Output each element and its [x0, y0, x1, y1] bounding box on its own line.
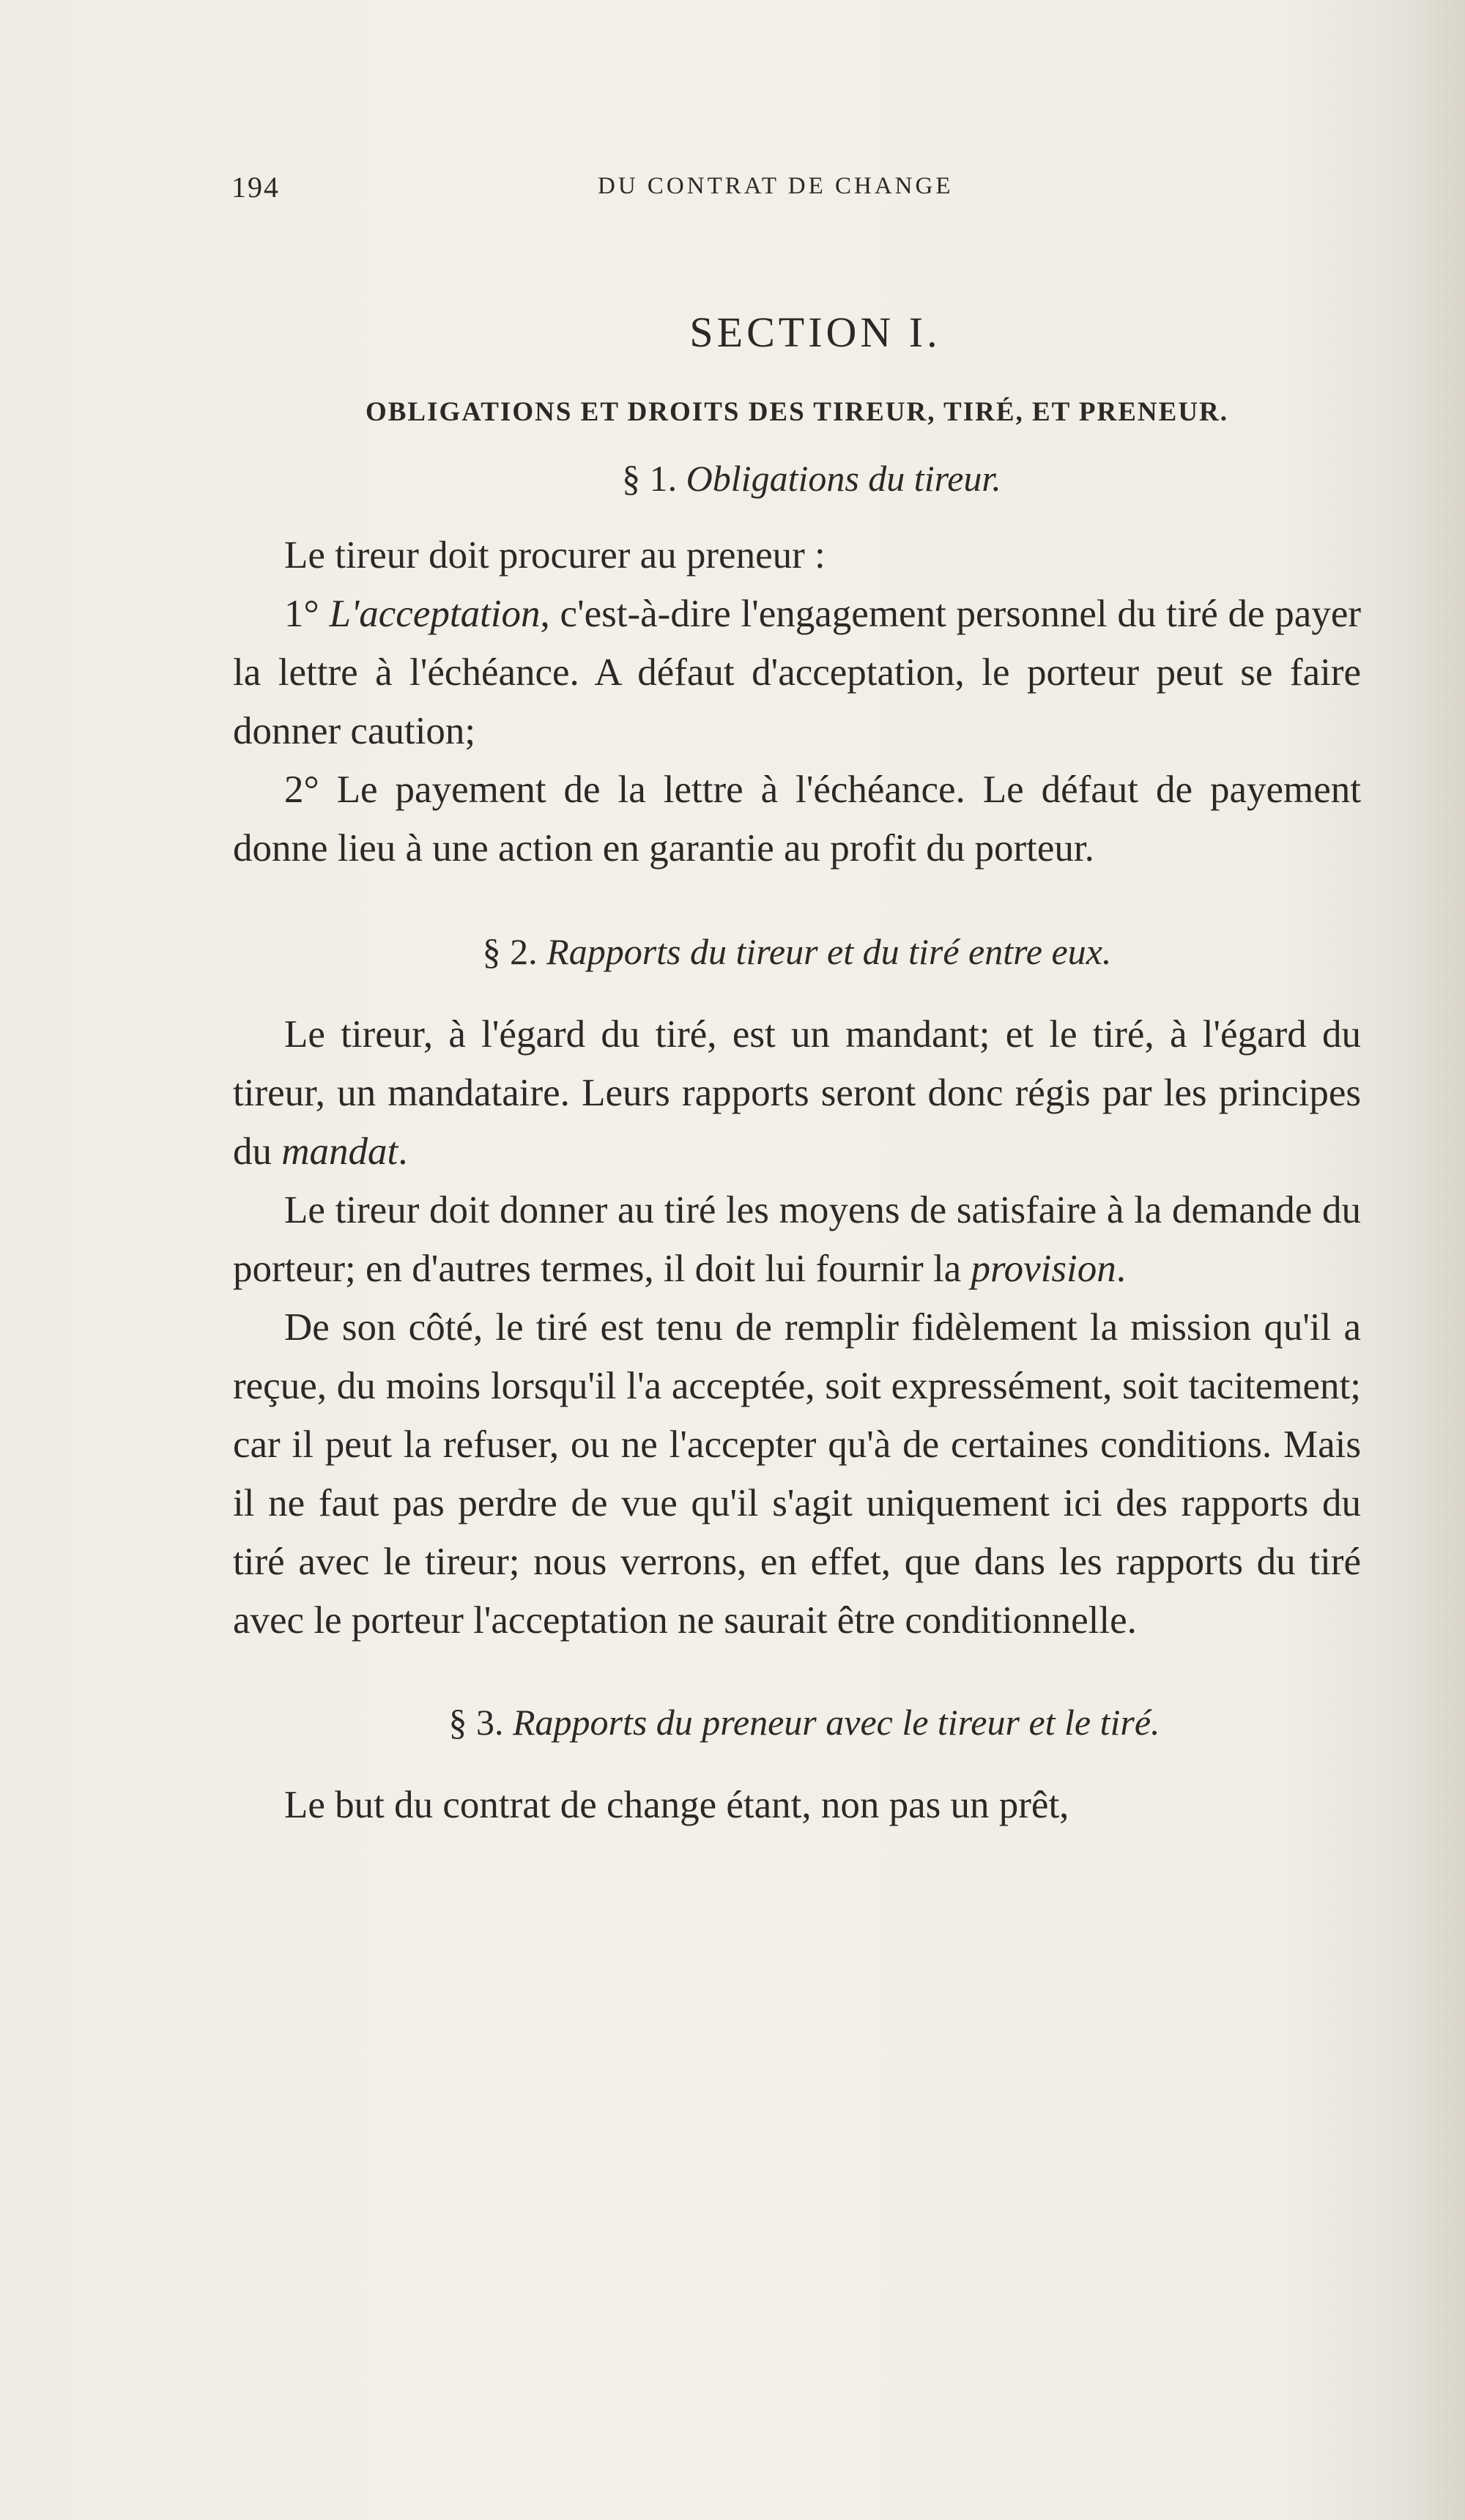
emphasized-term: L'acceptation	[329, 593, 541, 635]
body-text: Le tireur, à l'égard du tiré, est un mandant; et le tiré, à l'égard du tireur, un mandataire. Leurs rapports seront donc régis par les principes du	[233, 1013, 1361, 1173]
paragraph-title: Obligations du tireur.	[686, 458, 1001, 499]
paragraph-title: Rapports du preneur avec le tireur et le tiré.	[512, 1702, 1160, 1743]
emphasized-term: mandat	[281, 1130, 398, 1173]
body-paragraph: Le but du contrat de change étant, non pas un prêt,	[284, 1784, 1069, 1826]
paragraph-symbol: § 2.	[482, 931, 538, 972]
page-number: 194	[231, 171, 280, 204]
list-number: 2°	[284, 768, 319, 811]
running-head	[231, 170, 1360, 214]
paragraph-heading-1	[233, 457, 1361, 500]
paragraph-title: Rapports du tireur et du tiré entre eux.	[546, 931, 1112, 972]
running-title: DU CONTRAT DE CHANGE	[598, 173, 954, 199]
text-block	[233, 308, 1361, 1834]
list-text: , c'est-à-dire l'engagement personnel du tiré de payer la lettre à l'échéance. A défaut d'acceptation, le porteur peut se faire donner caution;	[233, 593, 1361, 752]
paragraph-heading-2	[233, 930, 1361, 973]
body-paragraph: Le tireur doit procurer au preneur :	[284, 534, 826, 577]
section-title: SECTION I.	[689, 308, 941, 356]
body-paragraph	[233, 1005, 1361, 1181]
list-number: 1°	[284, 593, 319, 635]
paragraph-symbol: § 1.	[622, 458, 678, 499]
section-subtitle: OBLIGATIONS ET DROITS DES TIREUR, TIRÉ, ET PRENEUR.	[365, 397, 1229, 427]
list-item-1	[233, 585, 1361, 760]
list-text: Le payement de la lettre à l'échéance. Le défaut de payement donne lieu à une action en garantie au profit du porteur.	[233, 768, 1362, 870]
body-text: .	[398, 1130, 408, 1173]
paragraph-symbol: § 3.	[448, 1702, 504, 1743]
body-text: Le tireur doit donner au tiré les moyens de satisfaire à la demande du porteur; en d'autres termes, il doit lui fournir la	[233, 1189, 1361, 1290]
body-paragraph: De son côté, le tiré est tenu de remplir fidèlement la mission qu'il a reçue, du moins lorsqu'il l'a acceptée, soit expressément, soit tacitement; car il peut la refuser, ou ne l'accepter qu'à de certaines conditions. Mais il ne faut pas perdre de vue qu'il s'agit uniquement ici des rapports du tiré avec le tireur; nous verrons, en effet, que dans les rapports du tiré avec le porteur l'acceptation ne saurait être conditionnelle.	[233, 1306, 1361, 1642]
paragraph-heading-3	[233, 1701, 1361, 1743]
body-paragraph	[233, 1181, 1361, 1298]
body-text: .	[1116, 1248, 1126, 1290]
emphasized-term: provision	[971, 1248, 1116, 1290]
list-item-2	[233, 760, 1361, 878]
